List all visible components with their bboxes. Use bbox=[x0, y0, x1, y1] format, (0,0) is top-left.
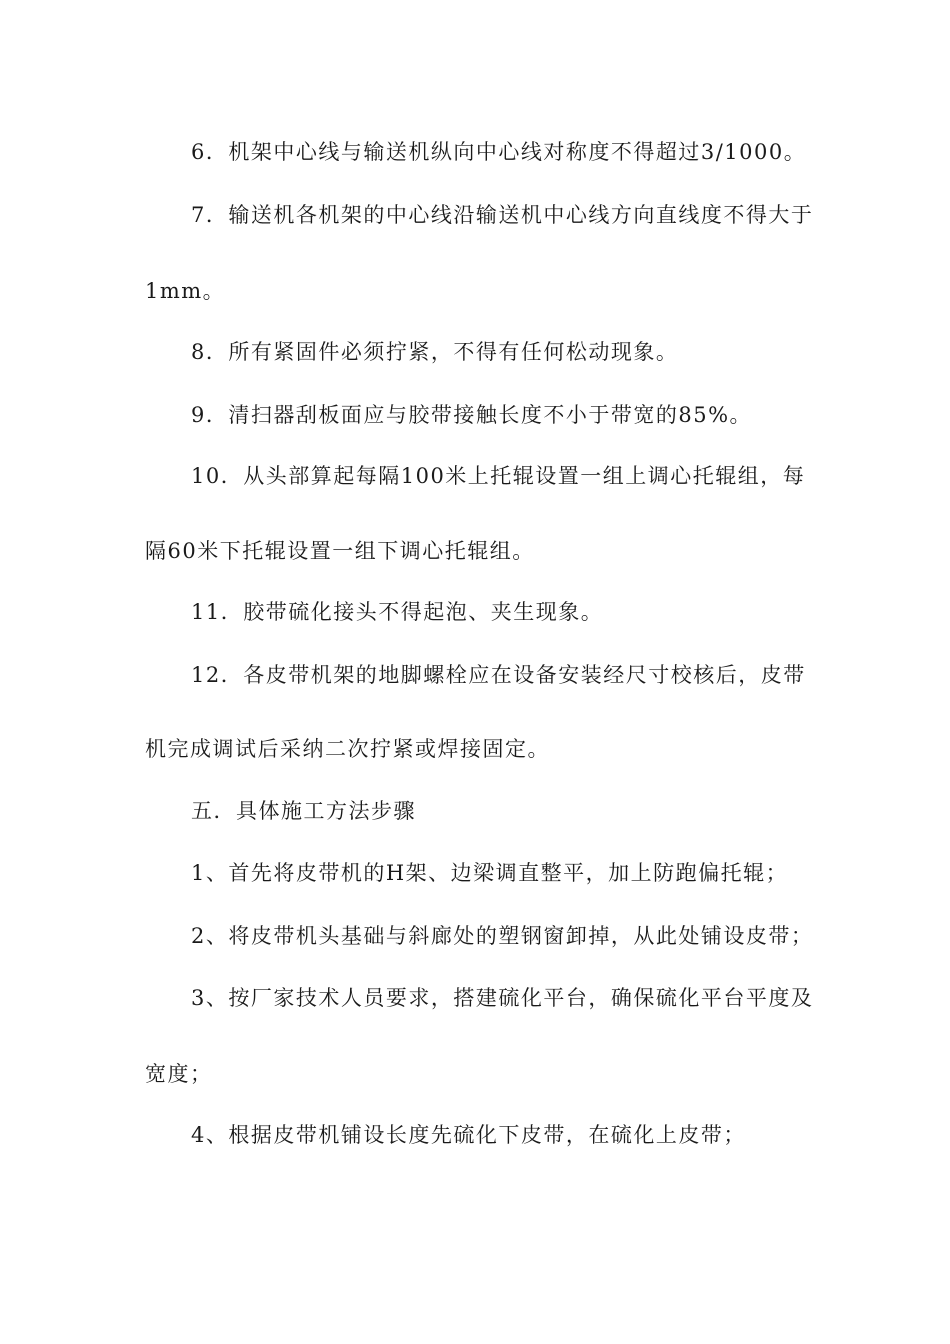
paragraph-item-12-continued: 机完成调试后采纳二次拧紧或焊接固定。 bbox=[145, 737, 550, 761]
section-heading: 五．具体施工方法步骤 bbox=[191, 799, 416, 823]
paragraph-item-12: 12．各皮带机架的地脚螺栓应在设备安装经尺寸校核后，皮带 bbox=[191, 663, 806, 687]
step-3-continued: 宽度； bbox=[145, 1062, 213, 1086]
paragraph-item-9: 9．清扫器刮板面应与胶带接触长度不小于带宽的85%。 bbox=[191, 403, 753, 427]
paragraph-item-10: 10．从头部算起每隔100米上托辊设置一组上调心托辊组，每 bbox=[191, 464, 806, 488]
paragraph-item-11: 11．胶带硫化接头不得起泡、夹生现象。 bbox=[191, 600, 604, 624]
step-3: 3、按厂家技术人员要求，搭建硫化平台，确保硫化平台平度及 bbox=[191, 986, 814, 1010]
paragraph-item-7-continued: 1mm。 bbox=[145, 279, 226, 303]
paragraph-item-8: 8．所有紧固件必须拧紧，不得有任何松动现象。 bbox=[191, 340, 679, 364]
paragraph-item-10-continued: 隔60米下托辊设置一组下调心托辊组。 bbox=[145, 539, 535, 563]
paragraph-item-6: 6．机架中心线与输送机纵向中心线对称度不得超过3/1000。 bbox=[191, 140, 807, 164]
step-4: 4、根据皮带机铺设长度先硫化下皮带，在硫化上皮带； bbox=[191, 1123, 746, 1147]
step-1: 1、首先将皮带机的H架、边梁调直整平，加上防跑偏托辊； bbox=[191, 861, 789, 885]
step-2: 2、将皮带机头基础与斜廊处的塑钢窗卸掉，从此处铺设皮带； bbox=[191, 924, 814, 948]
paragraph-item-7: 7．输送机各机架的中心线沿输送机中心线方向直线度不得大于 bbox=[191, 203, 814, 227]
